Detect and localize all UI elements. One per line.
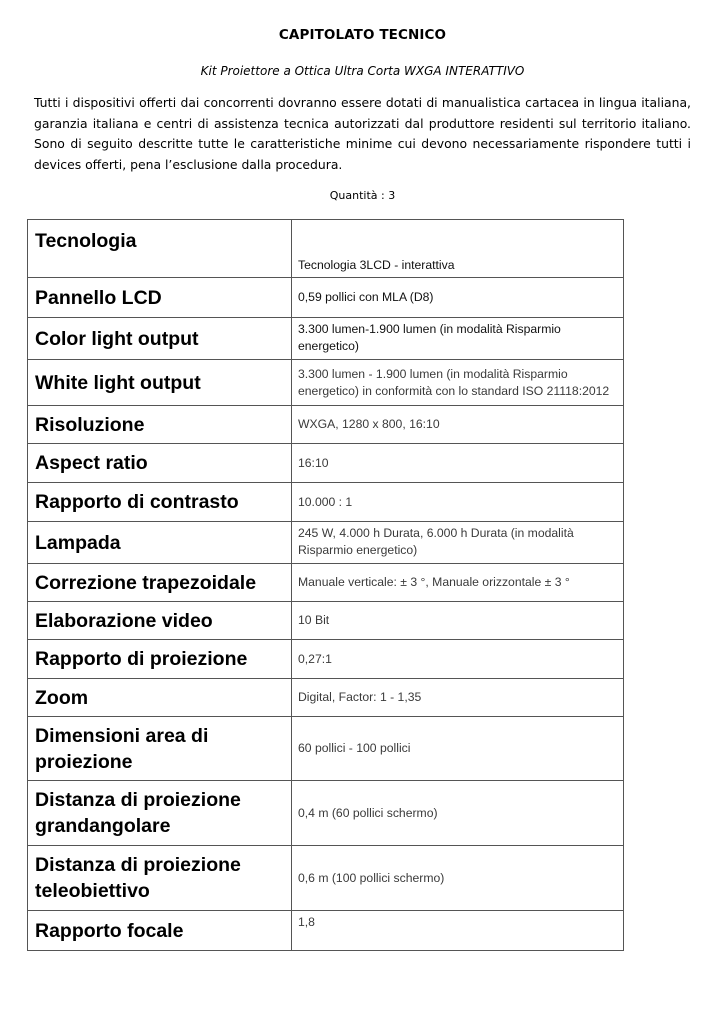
spec-row-rapporto-contrasto xyxy=(28,483,624,522)
spec-value: 0,59 pollici con MLA (D8) xyxy=(292,278,624,318)
document-title: CAPITOLATO TECNICO xyxy=(278,27,447,43)
spec-value: Digital, Factor: 1 - 1,35 xyxy=(292,679,624,717)
spec-label: Zoom xyxy=(28,679,292,717)
spec-row-correzione-trapezoidale xyxy=(28,564,624,602)
spec-table xyxy=(27,219,624,951)
spec-label: Rapporto di contrasto xyxy=(28,483,292,522)
spec-label: Distanza di proiezione grandangolare xyxy=(28,781,292,846)
spec-value: 0,27:1 xyxy=(292,640,624,679)
spec-value: 60 pollici - 100 pollici xyxy=(292,717,624,781)
spec-value: 10 Bit xyxy=(292,602,624,640)
spec-label: White light output xyxy=(28,360,292,406)
spec-label: Dimensioni area di proiezione xyxy=(28,717,292,781)
spec-label: Distanza di proiezione teleobiettivo xyxy=(28,846,292,911)
spec-value: 3.300 lumen - 1.900 lumen (in modalità Risparmio energetico) in conformità con lo standard ISO 21118:2012 xyxy=(292,360,624,406)
spec-label: Pannello LCD xyxy=(28,278,292,318)
spec-value: Tecnologia 3LCD - interattiva xyxy=(292,220,624,278)
spec-value: 0,6 m (100 pollici schermo) xyxy=(292,846,624,911)
quantity-label: Quantità : 3 xyxy=(329,189,396,202)
spec-label: Lampada xyxy=(28,522,292,564)
spec-label: Rapporto di proiezione xyxy=(28,640,292,679)
spec-label: Aspect ratio xyxy=(28,444,292,483)
intro-paragraph: Tutti i dispositivi offerti dai concorrenti dovranno essere dotati di manualistica cartacea in lingua italiana, garanzia italiana e centri di assistenza tecnica autorizzati dal produttore residenti sul territorio italiano. Sono di seguito descritte tutte le caratteristiche minime cui devono necessariamente rispondere tutti i devices offerti, pena l’esclusione dalla procedura. xyxy=(34,95,691,172)
spec-value: 16:10 xyxy=(292,444,624,483)
spec-value: WXGA, 1280 x 800, 16:10 xyxy=(292,406,624,444)
spec-value: 245 W, 4.000 h Durata, 6.000 h Durata (in modalità Risparmio energetico) xyxy=(292,522,624,564)
spec-row-zoom xyxy=(28,679,624,717)
spec-row-rapporto-focale xyxy=(28,911,624,951)
spec-row-rapporto-proiezione xyxy=(28,640,624,679)
spec-row-aspect-ratio xyxy=(28,444,624,483)
spec-label: Risoluzione xyxy=(28,406,292,444)
spec-label: Correzione trapezoidale xyxy=(28,564,292,602)
spec-row-lampada xyxy=(28,522,624,564)
spec-row-dimensioni-area xyxy=(28,717,624,781)
spec-row-white-light-output xyxy=(28,360,624,406)
spec-value: 0,4 m (60 pollici schermo) xyxy=(292,781,624,846)
spec-label: Tecnologia xyxy=(28,220,292,278)
spec-row-distanza-teleobiettivo xyxy=(28,846,624,911)
document-subtitle: Kit Proiettore a Ottica Ultra Corta WXGA INTERATTIVO xyxy=(200,64,525,78)
spec-row-elaborazione-video xyxy=(28,602,624,640)
spec-row-tecnologia xyxy=(28,220,624,278)
spec-label: Rapporto focale xyxy=(28,911,292,951)
spec-label: Elaborazione video xyxy=(28,602,292,640)
spec-row-risoluzione xyxy=(28,406,624,444)
spec-value: 1,8 xyxy=(292,911,624,951)
spec-row-pannello-lcd xyxy=(28,278,624,318)
spec-row-distanza-grandangolare xyxy=(28,781,624,846)
spec-value: 3.300 lumen-1.900 lumen (in modalità Risparmio energetico) xyxy=(292,318,624,360)
spec-value: Manuale verticale: ± 3 °, Manuale orizzontale ± 3 ° xyxy=(292,564,624,602)
spec-row-color-light-output xyxy=(28,318,624,360)
spec-value: 10.000 : 1 xyxy=(292,483,624,522)
spec-label: Color light output xyxy=(28,318,292,360)
